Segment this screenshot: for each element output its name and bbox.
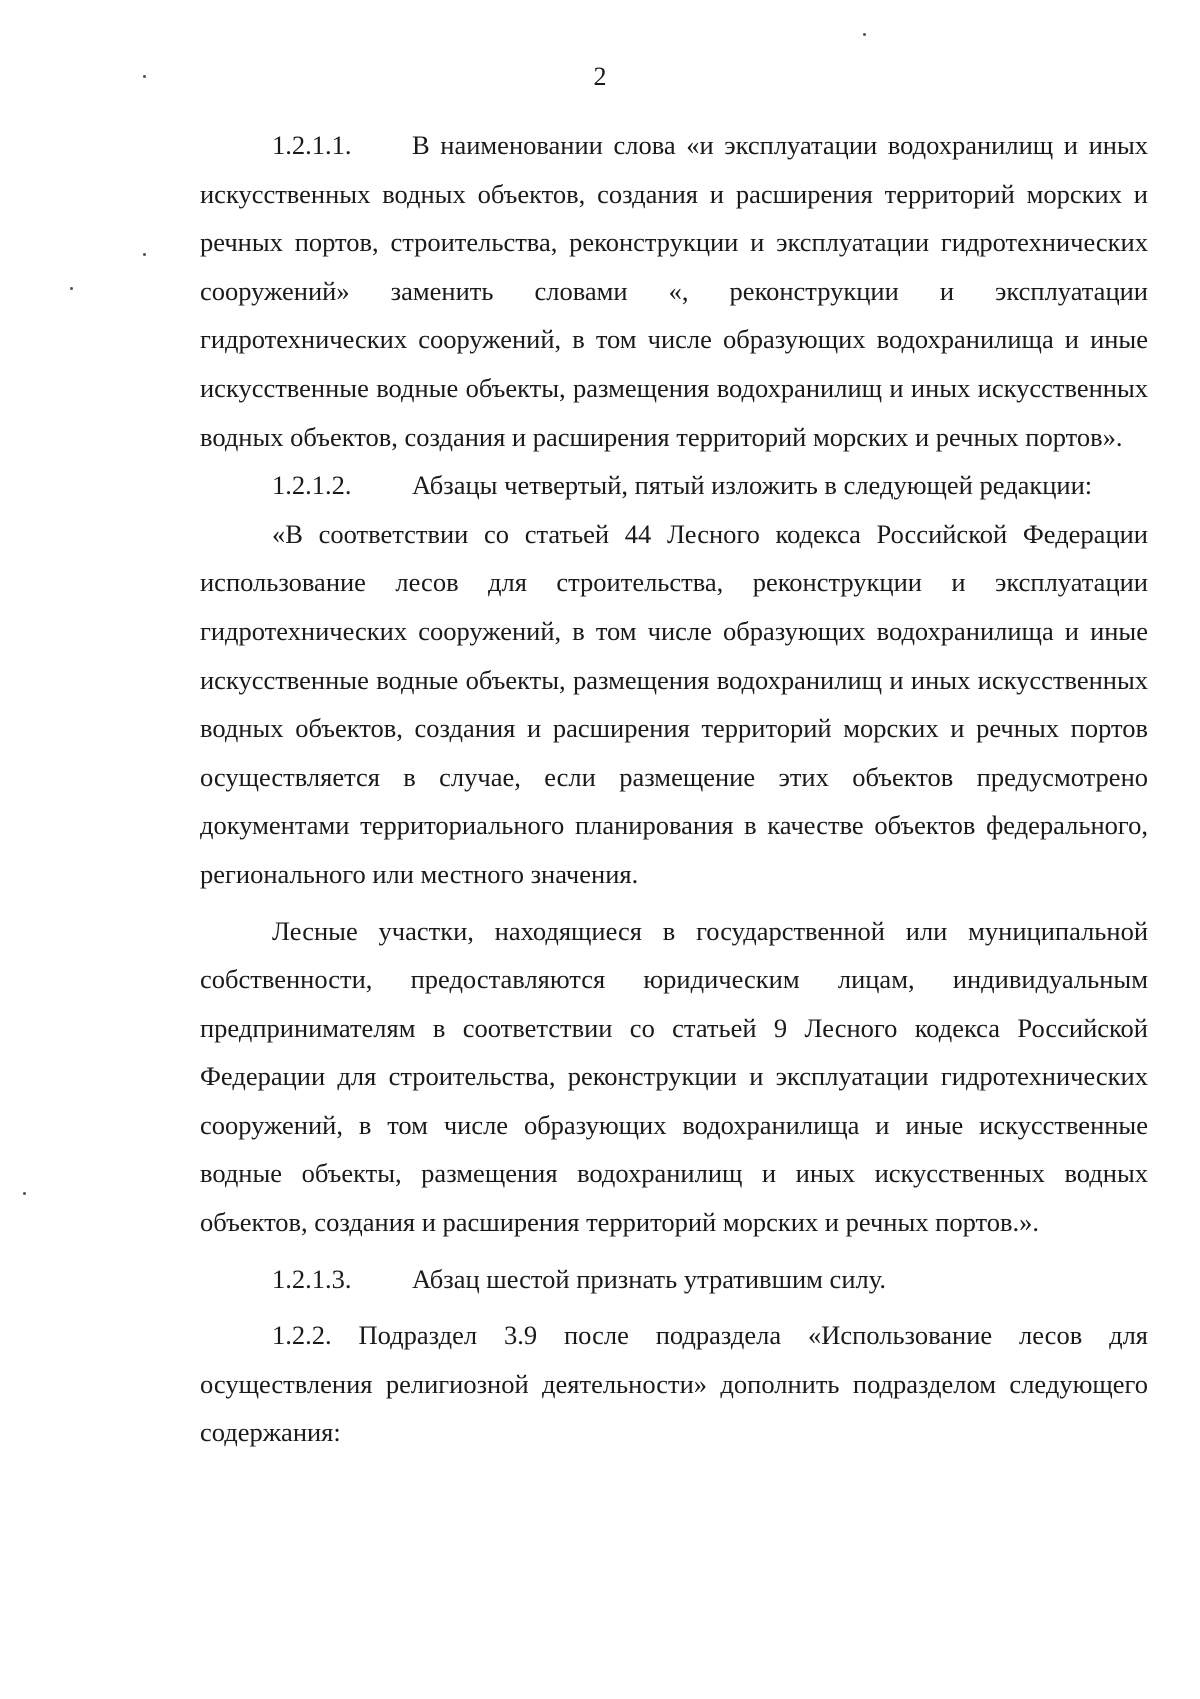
scan-speck: [143, 75, 146, 78]
quoted-paragraph-1: «В соответствии со статьей 44 Лесного кодекса Российской Федерации использование лесов для строительства, реконструкции и эксплуатации гидротехнических сооружений, в том числе образующих водохранилища и иные искусственные водные объекты, размещения водохранилищ и иных искусственных водных объектов, создания и расширения территорий морских и речных портов осуществляется в случае, если размещение этих объектов предусмотрено документами территориального планирования в качестве объектов федерального, регионального или местного значения.: [200, 518, 1148, 889]
scan-speck: [23, 1192, 26, 1195]
paragraph-text: Подраздел 3.9 после подраздела «Использование лесов для осуществления религиозной деятельности» дополнить подразделом следующего содержания:: [200, 1320, 1148, 1448]
document-body: [200, 121, 1148, 1457]
clause-number: 1.2.1.2.: [272, 470, 352, 501]
quoted-paragraph-2: Лесные участки, находящиеся в государственной или муниципальной собственности, предоставляются юридическим лицам, индивидуальным предпринимателям в соответствии со статьей 9 Лесного кодекса Российской Федерации для строительства, реконструкции и эксплуатации гидротехнических сооружений, в том числе образующих водохранилища и иные искусственные водные объекты, размещения водохранилищ и иных искусственных водных объектов, создания и расширения территорий морских и речных портов.».: [200, 915, 1148, 1238]
clause-number: 1.2.1.1.: [272, 130, 352, 160]
paragraph-1-2-2: [200, 1311, 1148, 1457]
paragraph-text: В наименовании слова «и эксплуатации водохранилищ и иных искусственных водных объектов, создания и расширения территорий морских и речных портов, строительства, реконструкции и эксплуатации гидротехнических сооружений» заменить словами «, реконструкции и эксплуатации гидротехнических сооружений, в том числе образующих водохранилища и иные искусственные водные объекты, размещения водохранилищ и иных искусственных водных объектов, создания и расширения территорий морских и речных портов».: [200, 130, 1148, 452]
clause-number: 1.2.1.3.: [272, 1263, 352, 1294]
scan-speck: [863, 33, 866, 36]
scan-speck: [70, 287, 73, 290]
clause-number: 1.2.2.: [272, 1320, 332, 1351]
scan-speck: [143, 253, 146, 256]
paragraph-1-2-1-3: [200, 1255, 1148, 1304]
paragraph-text: Абзац шестой признать утратившим силу.: [412, 1263, 886, 1294]
paragraph-text: Абзацы четвертый, пятый изложить в следующей редакции:: [412, 470, 1093, 501]
paragraph-1-2-1-2: [200, 461, 1148, 510]
paragraph-1-2-1-1: [200, 121, 1148, 461]
page-number: 2: [593, 62, 607, 91]
